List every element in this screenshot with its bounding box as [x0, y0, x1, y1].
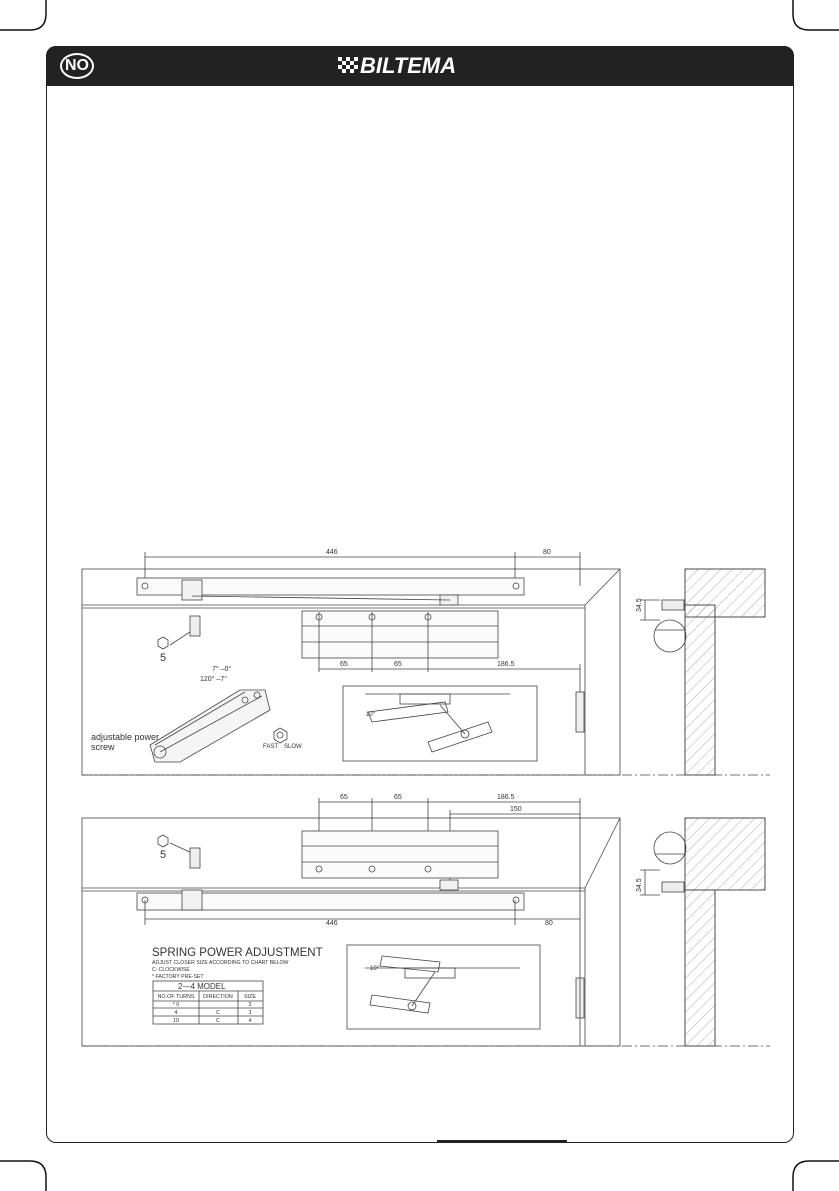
row-2-turns: 4	[174, 1010, 178, 1016]
dim-150: 150	[510, 806, 522, 813]
model-label: 2—4 MODEL	[178, 982, 226, 991]
angle-10-detail-1: 10°	[366, 712, 376, 718]
row-1-turns: * 0	[172, 1002, 180, 1008]
row-3-size: 4	[248, 1018, 252, 1024]
callout-power-screw-line2: screw	[91, 742, 115, 752]
row-1-size: 2	[248, 1002, 252, 1008]
spring-table-subtitle: ADJUST CLOSER SIZE ACCORDING TO CHART BELOW	[152, 960, 289, 966]
dim-65-d: 65	[394, 794, 402, 801]
drawing-top-install	[82, 552, 770, 775]
col-direction: DIRECTION	[203, 994, 233, 1000]
legend-clockwise: C: CLOCKWISE	[152, 967, 190, 973]
legend-factory-preset: * FACTORY PRE-SET	[152, 974, 204, 980]
col-size: SIZE	[244, 994, 256, 1000]
row-3-direction: C	[216, 1018, 220, 1024]
dim-65-a: 65	[340, 661, 348, 668]
footer-rule	[437, 1140, 567, 1142]
dim-80-top: 80	[543, 549, 551, 556]
spring-table-title: SPRING POWER ADJUSTMENT	[152, 947, 323, 959]
language-badge: NO	[60, 53, 94, 79]
label-slow: SLOW	[284, 744, 302, 750]
brand-name: BILTEMA	[360, 53, 457, 78]
row-3-turns: 10	[173, 1018, 179, 1024]
dim-80-bottom: 80	[545, 920, 553, 927]
dim-34-5: 34.5	[636, 598, 643, 612]
dim-446-bottom: 446	[326, 920, 338, 927]
dim-186-5-b: 186.5	[497, 794, 515, 801]
col-turns: NO.OF TURNS	[157, 994, 195, 1000]
angle-10-detail-2: 10°	[370, 966, 380, 972]
dim-65-b: 65	[394, 661, 402, 668]
label-fast: FAST	[263, 744, 279, 750]
row-2-size: 3	[248, 1010, 252, 1016]
part-number-5-b: 5	[160, 849, 167, 861]
dim-446-top: 446	[326, 549, 338, 556]
dim-34-5-b: 34.5	[636, 878, 643, 892]
part-number-5-a: 5	[160, 652, 167, 664]
callout-power-screw-line1: adjustable power	[91, 732, 160, 742]
angle-7-0: 7° –0°	[212, 666, 232, 673]
dim-65-c: 65	[340, 794, 348, 801]
dim-186-5: 186.5	[497, 661, 515, 668]
drawing-bottom-install	[82, 798, 770, 1046]
angle-120-7: 120° –7°	[200, 676, 228, 683]
row-2-direction: C	[216, 1010, 220, 1016]
